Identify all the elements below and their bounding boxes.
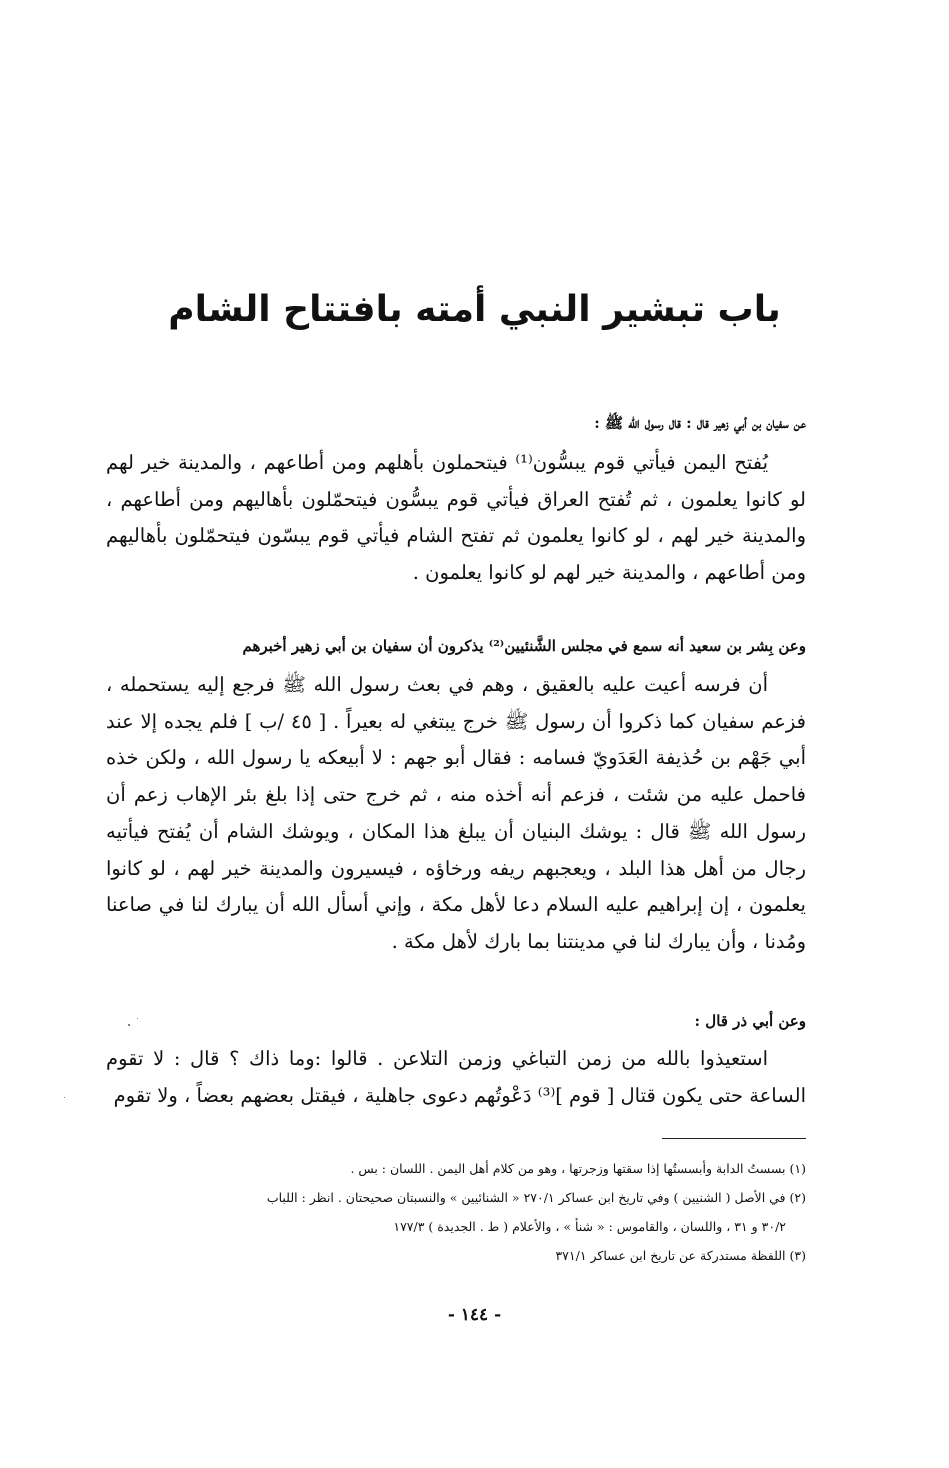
section-3-body (106, 1041, 806, 1114)
page-number: - ١٤٤ - (447, 1305, 502, 1325)
footnotes (106, 1154, 806, 1270)
footnote-divider (662, 1138, 806, 1139)
section-2-body (106, 667, 806, 961)
chapter-title: باب تبشير النبي أمته بافتتاح الشام (168, 289, 781, 330)
section-3-text: استعيذوا بالله من زمن التباغي وزمن التلاعن . قالوا :وما ذاك ؟ قال : لا تقوم الساعة حتى يكون قتال [ قوم ]⁽³⁾ دَعْوتُهم دعوى جاهلية ، فيقتل بعضهم بعضاً ، ولا تقوم (106, 1047, 806, 1107)
footnote-1: (١) بسستُ الدابة وأبسستُها إذا سقتها وزجرتها ، وهو من كلام أهل اليمن . اللسان : بس . (350, 1161, 806, 1176)
footnote-2-continued: ٣٠/٢ و ٣١ ، واللسان ، والقاموس : « شنأ » ، والأعلام ( ط . الجديدة ) ١٧٧/٣ (393, 1219, 786, 1234)
footnote-2: (٢) في الأصل ( الشنيين ) وفي تاريخ ابن عساكر ٢٧٠/١ « الشنائيين » والنسبتان صحيحتان . انظر : اللباب (266, 1190, 806, 1205)
section-1-text: يُفتح اليمن فيأتي قوم يبسُّون⁽¹⁾ فيتحملون بأهلهم ومن أطاعهم ، والمدينة خير لهم لو كانوا يعلمون ، ثم تُفتح العراق فيأتي قوم يبسُّون فيتحمّلون بأهاليهم ومن أطاعهم ، والمدينة خير لهم ، لو كانوا يعلمون ثم تفتح الشام فيأتي قوم يبسّون فيتحمّلون بأهاليهم ومن أطاعهم ، والمدينة خير لهم لو كانوا يعلمون . (106, 451, 806, 585)
section-1-body (106, 445, 806, 592)
scan-speck (64, 1097, 65, 1098)
footnote-3: (٣) اللفظة مستدركة عن تاريخ ابن عساكر ٣٧١/١ (555, 1248, 806, 1263)
section-1-intro: عن سفيان بن أبي زهير قال : قال رسول الله ﷺ : (594, 414, 806, 432)
section-2-text: أن فرسه أعيت عليه بالعقيق ، وهم في بعث رسول الله ﷺ فرجع إليه يستحمله ، فزعم سفيان كما ذكروا أن رسول ﷺ خرج يبتغي له بعيراً . [ ٤٥ /ب ] فلم يجده إلا عند أبي جَهْم بن حُذيفة العَدَويّ فسامه : فقال أبو جهم : لا أبيعكه يا رسول الله ، ولكن خذه فاحمل عليه من شئت ، فزعم أنه أخذه منه ، ثم خرج حتى إذا بلغ بئر الإهاب زعم أن رسول الله ﷺ قال : يوشك البنيان أن يبلغ هذا المكان ، ويوشك الشام أن يُفتح فيأتيه رجال من أهل هذا البلد ، ويعجبهم ريفه ورخاؤه ، فيسيرون والمدينة خير لهم ، لو كانوا يعلمون ، إن إبراهيم عليه السلام دعا لأهل مكة ، وإني أسأل الله أن يبارك لنا في صاعنا ومُدنا ، وأن يبارك لنا في مدينتنا بما بارك لأهل مكة . (106, 673, 807, 953)
section-2-intro: وعن بِشر بن سعيد أنه سمع في مجلس الشَّنئيين⁽²⁾ يذكرون أن سفيان بن أبي زهير أخبرهم (242, 637, 806, 655)
scan-speck (128, 1024, 130, 1026)
scan-speck (137, 1018, 138, 1019)
section-3-intro: وعن أبي ذر قال : (694, 1012, 806, 1030)
